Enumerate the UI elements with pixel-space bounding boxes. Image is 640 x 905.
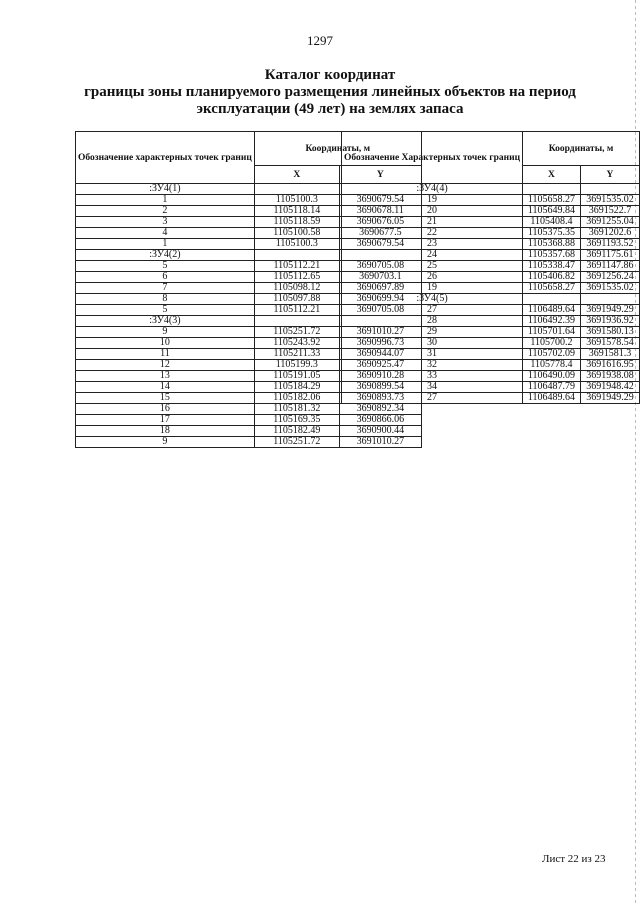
coordinates-table-right <box>341 131 640 404</box>
point-number-cell: 9 <box>76 437 255 448</box>
y-coordinate-cell: 3691535.02 <box>580 283 639 294</box>
point-number-cell: 30 <box>342 338 523 349</box>
point-number-cell: 12 <box>76 360 255 371</box>
table-row <box>342 371 640 382</box>
point-number-cell: 7 <box>76 283 255 294</box>
table-row <box>342 316 640 327</box>
x-coordinate-cell: 1105100.58 <box>254 228 339 239</box>
x-coordinate-cell: 1105702.09 <box>523 349 581 360</box>
point-number-cell: 15 <box>76 393 255 404</box>
point-number-cell: 29 <box>342 327 523 338</box>
point-number-cell: 13 <box>76 371 255 382</box>
x-coordinate-cell: 1105112.21 <box>254 305 339 316</box>
x-coordinate-cell: 1105375.35 <box>523 228 581 239</box>
x-coordinate-cell: 1105118.59 <box>254 217 339 228</box>
x-coordinate-cell: 1106490.09 <box>523 371 581 382</box>
group-label: :ЗУ4(5) <box>342 294 523 305</box>
point-number-cell: 27 <box>342 393 523 404</box>
x-coordinate-cell: 1105408.4 <box>523 217 581 228</box>
point-number-cell: 34 <box>342 382 523 393</box>
point-number-cell: 6 <box>76 272 255 283</box>
x-coordinate-cell: 1105112.21 <box>254 261 339 272</box>
table-row <box>76 415 422 426</box>
x-coordinate-cell: 1105118.14 <box>254 206 339 217</box>
point-number-cell: 4 <box>76 228 255 239</box>
table-row <box>342 382 640 393</box>
table-row <box>76 437 422 448</box>
x-coordinate-cell: 1106489.64 <box>523 393 581 404</box>
empty-cell <box>523 184 581 195</box>
point-number-cell: 33 <box>342 371 523 382</box>
point-number-cell: 14 <box>76 382 255 393</box>
x-coordinate-cell: 1105406.82 <box>523 272 581 283</box>
table-row <box>342 393 640 404</box>
coordinates-column-header: Координаты, м <box>523 132 640 166</box>
points-column-header: Обозначение Характерных точек границ <box>342 132 523 184</box>
x-coordinate-cell: 1105181.32 <box>254 404 339 415</box>
table-row <box>342 206 640 217</box>
table-row <box>342 250 640 261</box>
table-row <box>342 327 640 338</box>
x-coordinate-cell: 1105199.3 <box>254 360 339 371</box>
y-coordinate-cell: 3691936.92 <box>580 316 639 327</box>
table-row <box>342 360 640 371</box>
y-coordinate-cell: 3690679.54 <box>339 195 421 206</box>
y-coordinate-cell: 3690892.34 <box>339 404 421 415</box>
point-number-cell: 26 <box>342 272 523 283</box>
group-label: :ЗУ4(4) <box>342 184 523 195</box>
point-number-cell: 22 <box>342 228 523 239</box>
empty-cell <box>523 294 581 305</box>
x-coordinate-cell: 1105097.88 <box>254 294 339 305</box>
table-row <box>342 195 640 206</box>
empty-cell <box>254 316 339 327</box>
point-number-cell: 5 <box>76 261 255 272</box>
y-coordinate-cell: 3691256.24 <box>580 272 639 283</box>
group-label: :ЗУ4(3) <box>76 316 255 327</box>
y-coordinate-cell: 3691948.42 <box>580 382 639 393</box>
y-coordinate-cell: 3691522.7 <box>580 206 639 217</box>
y-coordinate-cell: 3690679.54 <box>339 239 421 250</box>
points-column-header: Обозначение характерных точек границ <box>76 132 255 184</box>
x-coordinate-cell: 1105100.3 <box>254 239 339 250</box>
empty-cell <box>254 184 339 195</box>
y-coordinate-cell: 3690996.73 <box>339 338 421 349</box>
point-number-cell: 31 <box>342 349 523 360</box>
y-coordinate-cell: 3690944.07 <box>339 349 421 360</box>
y-coordinate-cell: 3691616.95 <box>580 360 639 371</box>
point-number-cell: 8 <box>76 294 255 305</box>
x-coordinate-cell: 1105701.64 <box>523 327 581 338</box>
point-number-cell: 2 <box>76 206 255 217</box>
x-coordinate-cell: 1105243.92 <box>254 338 339 349</box>
point-number-cell: 27 <box>342 305 523 316</box>
y-coordinate-cell: 3691175.61 <box>580 250 639 261</box>
y-coordinate-cell: 3691578.54 <box>580 338 639 349</box>
x-coordinate-cell: 1105211.33 <box>254 349 339 360</box>
x-coordinate-cell: 1105182.49 <box>254 426 339 437</box>
empty-cell <box>580 184 639 195</box>
y-coordinate-cell: 3690676.05 <box>339 217 421 228</box>
y-coordinate-cell: 3691949.29 <box>580 393 639 404</box>
table-body <box>342 184 640 404</box>
y-coordinate-cell: 3690699.94 <box>339 294 421 305</box>
x-coordinate-cell: 1105251.72 <box>254 437 339 448</box>
point-number-cell: 25 <box>342 261 523 272</box>
table-row <box>342 261 640 272</box>
x-coordinate-cell: 1105357.68 <box>523 250 581 261</box>
point-number-cell: 32 <box>342 360 523 371</box>
y-coordinate-cell: 3690899.54 <box>339 382 421 393</box>
point-number-cell: 19 <box>342 283 523 294</box>
x-column-header: X <box>523 166 581 184</box>
x-coordinate-cell: 1105112.65 <box>254 272 339 283</box>
table-row <box>342 349 640 360</box>
empty-cell <box>254 250 339 261</box>
sheet-number: Лист 22 из 23 <box>542 853 606 865</box>
point-number-cell: 24 <box>342 250 523 261</box>
point-number-cell: 10 <box>76 338 255 349</box>
group-row <box>342 184 640 195</box>
point-number-cell: 19 <box>342 195 523 206</box>
table-row <box>76 426 422 437</box>
point-number-cell: 3 <box>76 217 255 228</box>
y-coordinate-cell: 3690893.73 <box>339 393 421 404</box>
point-number-cell: 18 <box>76 426 255 437</box>
table-row <box>342 217 640 228</box>
table-row <box>342 228 640 239</box>
y-coordinate-cell: 3691949.29 <box>580 305 639 316</box>
x-coordinate-cell: 1105649.84 <box>523 206 581 217</box>
point-number-cell: 1 <box>76 195 255 206</box>
y-coordinate-cell: 3691202.6 <box>580 228 639 239</box>
point-number-cell: 9 <box>76 327 255 338</box>
empty-cell <box>580 294 639 305</box>
x-coordinate-cell: 1105184.29 <box>254 382 339 393</box>
table-row <box>342 283 640 294</box>
page-number: 1297 <box>307 33 333 48</box>
table-row <box>342 305 640 316</box>
y-coordinate-cell: 3690910.28 <box>339 371 421 382</box>
x-coordinate-cell: 1105182.06 <box>254 393 339 404</box>
y-coordinate-cell: 3691581.3 <box>580 349 639 360</box>
y-coordinate-cell: 3691938.08 <box>580 371 639 382</box>
x-coordinate-cell: 1105251.72 <box>254 327 339 338</box>
point-number-cell: 21 <box>342 217 523 228</box>
table-row <box>342 338 640 349</box>
y-coordinate-cell: 3690705.08 <box>339 261 421 272</box>
y-coordinate-cell: 3691147.86 <box>580 261 639 272</box>
title-line-3: эксплуатации (49 лет) на землях запаса <box>196 101 464 117</box>
point-number-cell: 28 <box>342 316 523 327</box>
group-label: :ЗУ4(1) <box>76 184 255 195</box>
y-coordinate-cell: 3691580.13 <box>580 327 639 338</box>
table-row <box>342 239 640 250</box>
page-title <box>0 67 640 118</box>
y-column-header: Y <box>339 166 421 184</box>
y-coordinate-cell: 3690925.47 <box>339 360 421 371</box>
y-coordinate-cell: 3690705.08 <box>339 305 421 316</box>
x-coordinate-cell: 1106489.64 <box>523 305 581 316</box>
y-coordinate-cell: 3691010.27 <box>339 437 421 448</box>
table-row <box>342 272 640 283</box>
title-line-1: Каталог координат <box>264 67 396 83</box>
point-number-cell: 16 <box>76 404 255 415</box>
x-coordinate-cell: 1105658.27 <box>523 195 581 206</box>
x-column-header: X <box>254 166 339 184</box>
x-coordinate-cell: 1105169.35 <box>254 415 339 426</box>
y-coordinate-cell: 3690678.11 <box>339 206 421 217</box>
point-number-cell: 23 <box>342 239 523 250</box>
point-number-cell: 20 <box>342 206 523 217</box>
point-number-cell: 17 <box>76 415 255 426</box>
x-coordinate-cell: 1105778.4 <box>523 360 581 371</box>
y-coordinate-cell: 3691255.04 <box>580 217 639 228</box>
coordinates-column-header: Координаты, м <box>254 132 421 166</box>
x-coordinate-cell: 1106492.39 <box>523 316 581 327</box>
y-coordinate-cell: 3691193.52 <box>580 239 639 250</box>
group-label: :ЗУ4(2) <box>76 250 255 261</box>
point-number-cell: 5 <box>76 305 255 316</box>
x-coordinate-cell: 1105338.47 <box>523 261 581 272</box>
y-coordinate-cell: 3691010.27 <box>339 327 421 338</box>
y-coordinate-cell: 3691535.02 <box>580 195 639 206</box>
x-coordinate-cell: 1105658.27 <box>523 283 581 294</box>
x-coordinate-cell: 1105098.12 <box>254 283 339 294</box>
x-coordinate-cell: 1105191.05 <box>254 371 339 382</box>
x-coordinate-cell: 1105368.88 <box>523 239 581 250</box>
x-coordinate-cell: 1105100.3 <box>254 195 339 206</box>
y-column-header: Y <box>580 166 639 184</box>
x-coordinate-cell: 1105700.2 <box>523 338 581 349</box>
y-coordinate-cell: 3690703.1 <box>339 272 421 283</box>
group-row <box>342 294 640 305</box>
y-coordinate-cell: 3690697.89 <box>339 283 421 294</box>
y-coordinate-cell: 3690900.44 <box>339 426 421 437</box>
point-number-cell: 11 <box>76 349 255 360</box>
table-row <box>76 404 422 415</box>
y-coordinate-cell: 3690866.06 <box>339 415 421 426</box>
point-number-cell: 1 <box>76 239 255 250</box>
y-coordinate-cell: 3690677.5 <box>339 228 421 239</box>
title-line-2: границы зоны планируемого размещения линейных объектов на период <box>84 84 576 100</box>
x-coordinate-cell: 1106487.79 <box>523 382 581 393</box>
